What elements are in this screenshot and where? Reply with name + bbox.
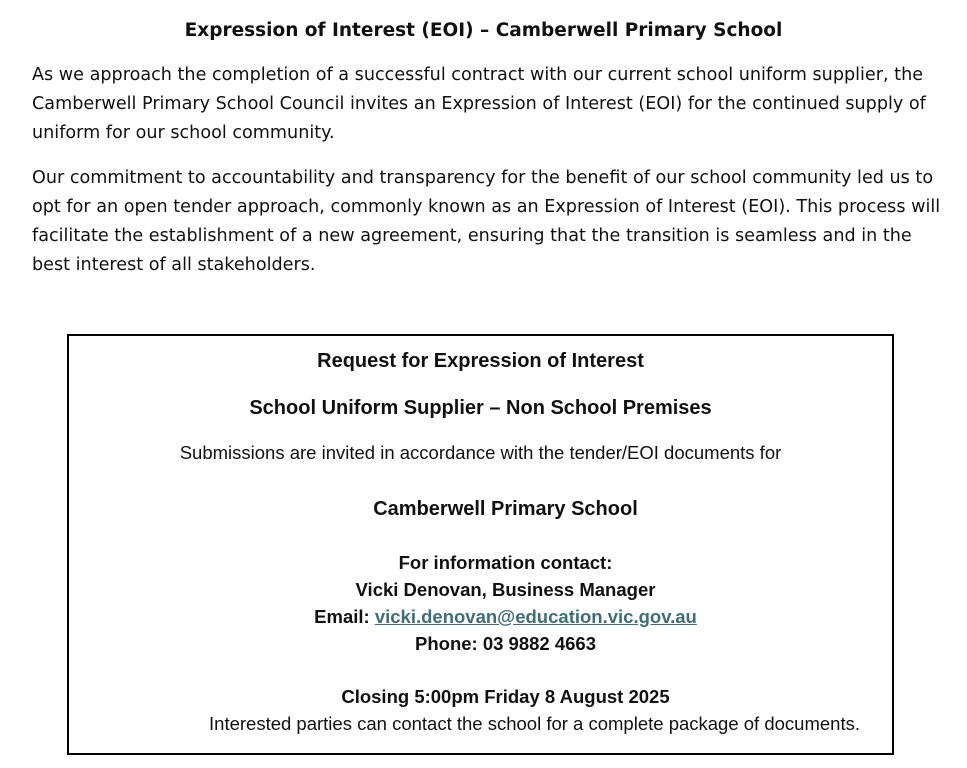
phone-line: Phone: 03 9882 4663 [415,633,596,654]
notice-subheading: School Uniform Supplier – Non School Premises [249,397,712,419]
submissions-text: Submissions are invited in accordance with the tender/EOI documents for [179,442,782,463]
email-line [69,605,892,629]
contact-heading: For information contact: [398,552,613,573]
documents-note: Interested parties can contact the school for a complete package of documents. [209,713,860,734]
notice-heading: Request for Expression of Interest [317,350,644,372]
closing-date: Closing 5:00pm Friday 8 August 2025 [341,686,670,707]
page-title: Expression of Interest (EOI) – Camberwell Primary School [184,20,783,41]
contact-name: Vicki Denovan, Business Manager [355,579,656,600]
intro-paragraph: As we approach the completion of a successful contract with our current school uniform supplier, the Camberwell Primary School Council invites an Expression of Interest (EOI) for the continued supply of uniform for our school community. [32,65,926,143]
eoi-notice-box [67,334,894,755]
email-label: Email: [314,606,375,627]
school-name: Camberwell Primary School [373,498,638,520]
email-link[interactable]: vicki.denovan@education.vic.gov.au [374,606,697,627]
commitment-paragraph: Our commitment to accountability and transparency for the benefit of our school community led us to opt for an open tender approach, commonly known as an Expression of Interest (EOI). This process will facilitate the establishment of a new agreement, ensuring that the transition is seamless and in the best interest of all stakeholders. [32,168,941,275]
